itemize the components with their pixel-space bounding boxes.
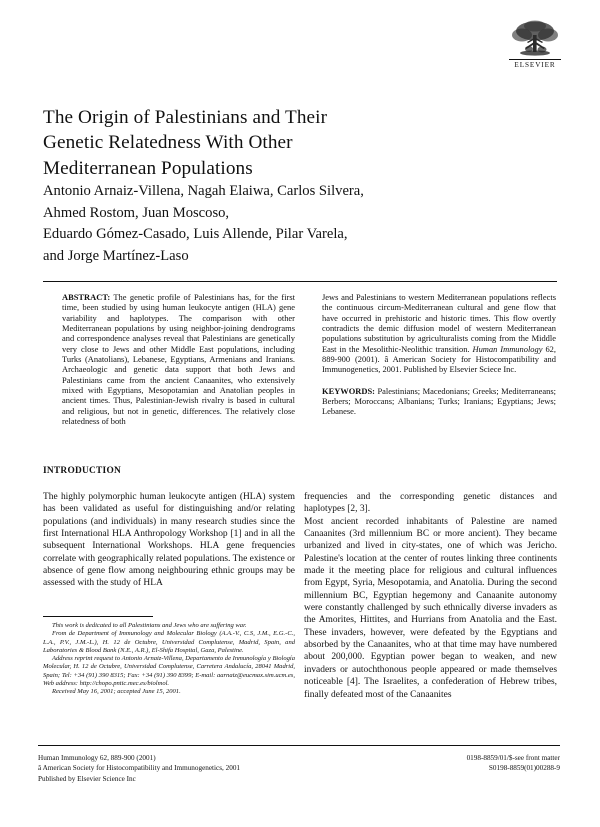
author-list xyxy=(43,181,473,267)
author-line-3: Eduardo Gómez-Casado, Luis Allende, Pilar Varela, xyxy=(43,226,348,243)
abstract-text-left: The genetic profile of Palestinians has, for the first time, been studied by using human leukocyte antigen (HLA) gene variability and haplotypes. The comparison with other Mediterranean populations by using neighbor-joining dendrograms and correspondence analyses reveal that Palestinians are genetically very close to Jews and other Middle East populations, including Turks (Anatolians), Lebanese, Egyptians, Armenians and Iranians. Archaeologic and genetic data support that both Jews and Palestinians came from the ancient Canaanites, who extensively mixed with Egyptians, Mesopotamian and Anatolian peoples in ancient times. Thus, Palestinian-Jewish rivalry is based in cultural and religious, but not in genetic, differences. The relatively close relatedness of both xyxy=(62,292,295,427)
footer-left-block xyxy=(38,753,240,784)
section-heading-introduction: INTRODUCTION xyxy=(43,466,122,476)
footer-publisher: Published by Elsevier Science Inc xyxy=(38,774,136,783)
title-line-3: Mediterranean Populations xyxy=(43,157,253,179)
footer-pii: S0198-8859(01)00288-9 xyxy=(488,764,560,773)
abstract-right-column xyxy=(322,292,556,417)
publisher-name: ELSEVIER xyxy=(514,61,556,69)
logo-divider xyxy=(509,59,561,60)
author-line-1: Antonio Arnaiz-Villena, Nagah Elaiwa, Carlos Silvera, xyxy=(43,183,364,199)
footer-copyright: â American Society for Histocompatibility and Immunogenetics, 2001 xyxy=(38,764,241,773)
publisher-logo xyxy=(506,18,564,70)
footnote-affiliation: From de Department of Immunology and Molecular Biology (A.A.-V., C.S, J.M., E.G.-C., L.A., P.V., J.M.-L.), H. 12 de Octubre, Universidad Complutense, Madrid, Spain, and Laboratories & Blood Bank (N.E., A.R.), El-Shifa Hospital, Gaza, Palestine. xyxy=(43,630,295,654)
author-line-2: Ahmed Rostom, Juan Moscoso, xyxy=(43,204,230,221)
journal-name-italic: Human Immunology xyxy=(472,343,543,354)
introduction-right-column xyxy=(304,491,557,701)
footer-right-block xyxy=(467,753,560,774)
title-line-2: Genetic Relatedness With Other xyxy=(43,132,293,154)
header-divider xyxy=(43,281,557,282)
abstract-text-right-part1: Jews and Palestinians to western Mediterranean populations reflects the continuous circum-Mediterranean cultural and gene flow that have occurred in prehistoric and historic times. This flow overtly contradicts the demic diffusion model of western Mediterranean populations substitution by agriculturalists coming from the Middle East in the Mesolithic-Neolithic transition. xyxy=(322,292,556,354)
footnote-divider xyxy=(43,616,153,617)
footer-citation: Human Immunology 62, 889-900 (2001) xyxy=(38,754,156,762)
footnote-dedication: This work is dedicated to all Palestinians and Jews who are suffering war. xyxy=(52,622,247,629)
footnote-received: Received May 16, 2001; accepted June 15, 2001. xyxy=(52,688,181,696)
abstract-text-right-part2: 62, 889-900 (2001). â American Society for Histocompatibility and Immunogenetics, 2001. Published by Elsevier Sciece Inc. xyxy=(322,343,556,375)
title-line-1: The Origin of Palestinians and Their xyxy=(43,106,328,128)
keywords-block xyxy=(322,386,556,417)
intro-paragraph-1: frequencies and the corresponding genetic distances and haplotypes [2, 3]. xyxy=(304,492,557,515)
footer-divider xyxy=(38,745,560,746)
footnote-block xyxy=(43,622,295,697)
keywords-label: KEYWORDS: xyxy=(322,385,375,396)
introduction-left-column: The highly polymorphic human leukocyte antigen (HLA) system has been validated as useful for distinguishing and/or relating populations (and individuals) in many research studies since the first International HLA Anthropology Workshop [1] and in all the subsequent International Workshops. HLA gene frequencies correlate with geographically related populations. The existence or absence of gene flow among neighbouring ethnic groups may be assessed with the study of HLA xyxy=(43,492,295,589)
keywords-text: Palestinians; Macedonians; Greeks; Mediterraneans; Berbers; Moroccans; Albanians; Turks; Iranians; Egyptians; Jews; Lebanese. xyxy=(322,385,556,417)
abstract-label: ABSTRACT: xyxy=(62,292,111,302)
footnote-address: Address reprint request to Antonio Arnaiz-Villena, Departamento de Inmunología y Biología Molecular, H. 12 de Octubre, Universidad Complutense, Carretera Andalucía, 28041 Madrid, Spain; Tel: +34 (91) 390 8315; Fax: +34 (91) 390 8399; E-mail: aarnaiz@eucmax.sim.ucm.es, Web address: http://chopo.pntic.mec.es/biolmol. xyxy=(43,655,295,688)
elsevier-tree-logo xyxy=(509,18,561,58)
intro-paragraph-2: Most ancient recorded inhabitants of Palestine are named Canaanites (3rd millennium BC or more ancient). They became urbanized and lived in city-states, one of which was Jericho. Palestine's location at the center of routes linking three continents made it the meeting place for religious and cultural influences from Egypt, Syria, Mesopotamia, and Anatolia. During the second millennium BC, Egyptian hegemony and Canaanite autonomy were constantly challenged by such ethnically diverse invaders as the Amorites, Hittites, and Hurrians from Anatolia and the East. These invaders, however, were defeated by the Egyptians and absorbed by the Canaanites, who at that time may have numbered about 200,000. Egyptian power began to weaken, and new invaders or autochthonous people appeared or made themselves noticeable [4]. The Israelites, a confederation of Hebrew tribes, finally defeated most of the Canaanites xyxy=(304,516,557,700)
abstract-left-column xyxy=(62,292,295,426)
author-line-4: and Jorge Martínez-Laso xyxy=(43,247,189,264)
article-title xyxy=(43,105,463,182)
footer-issn: 0198-8859/01/$-see front matter xyxy=(466,754,560,762)
